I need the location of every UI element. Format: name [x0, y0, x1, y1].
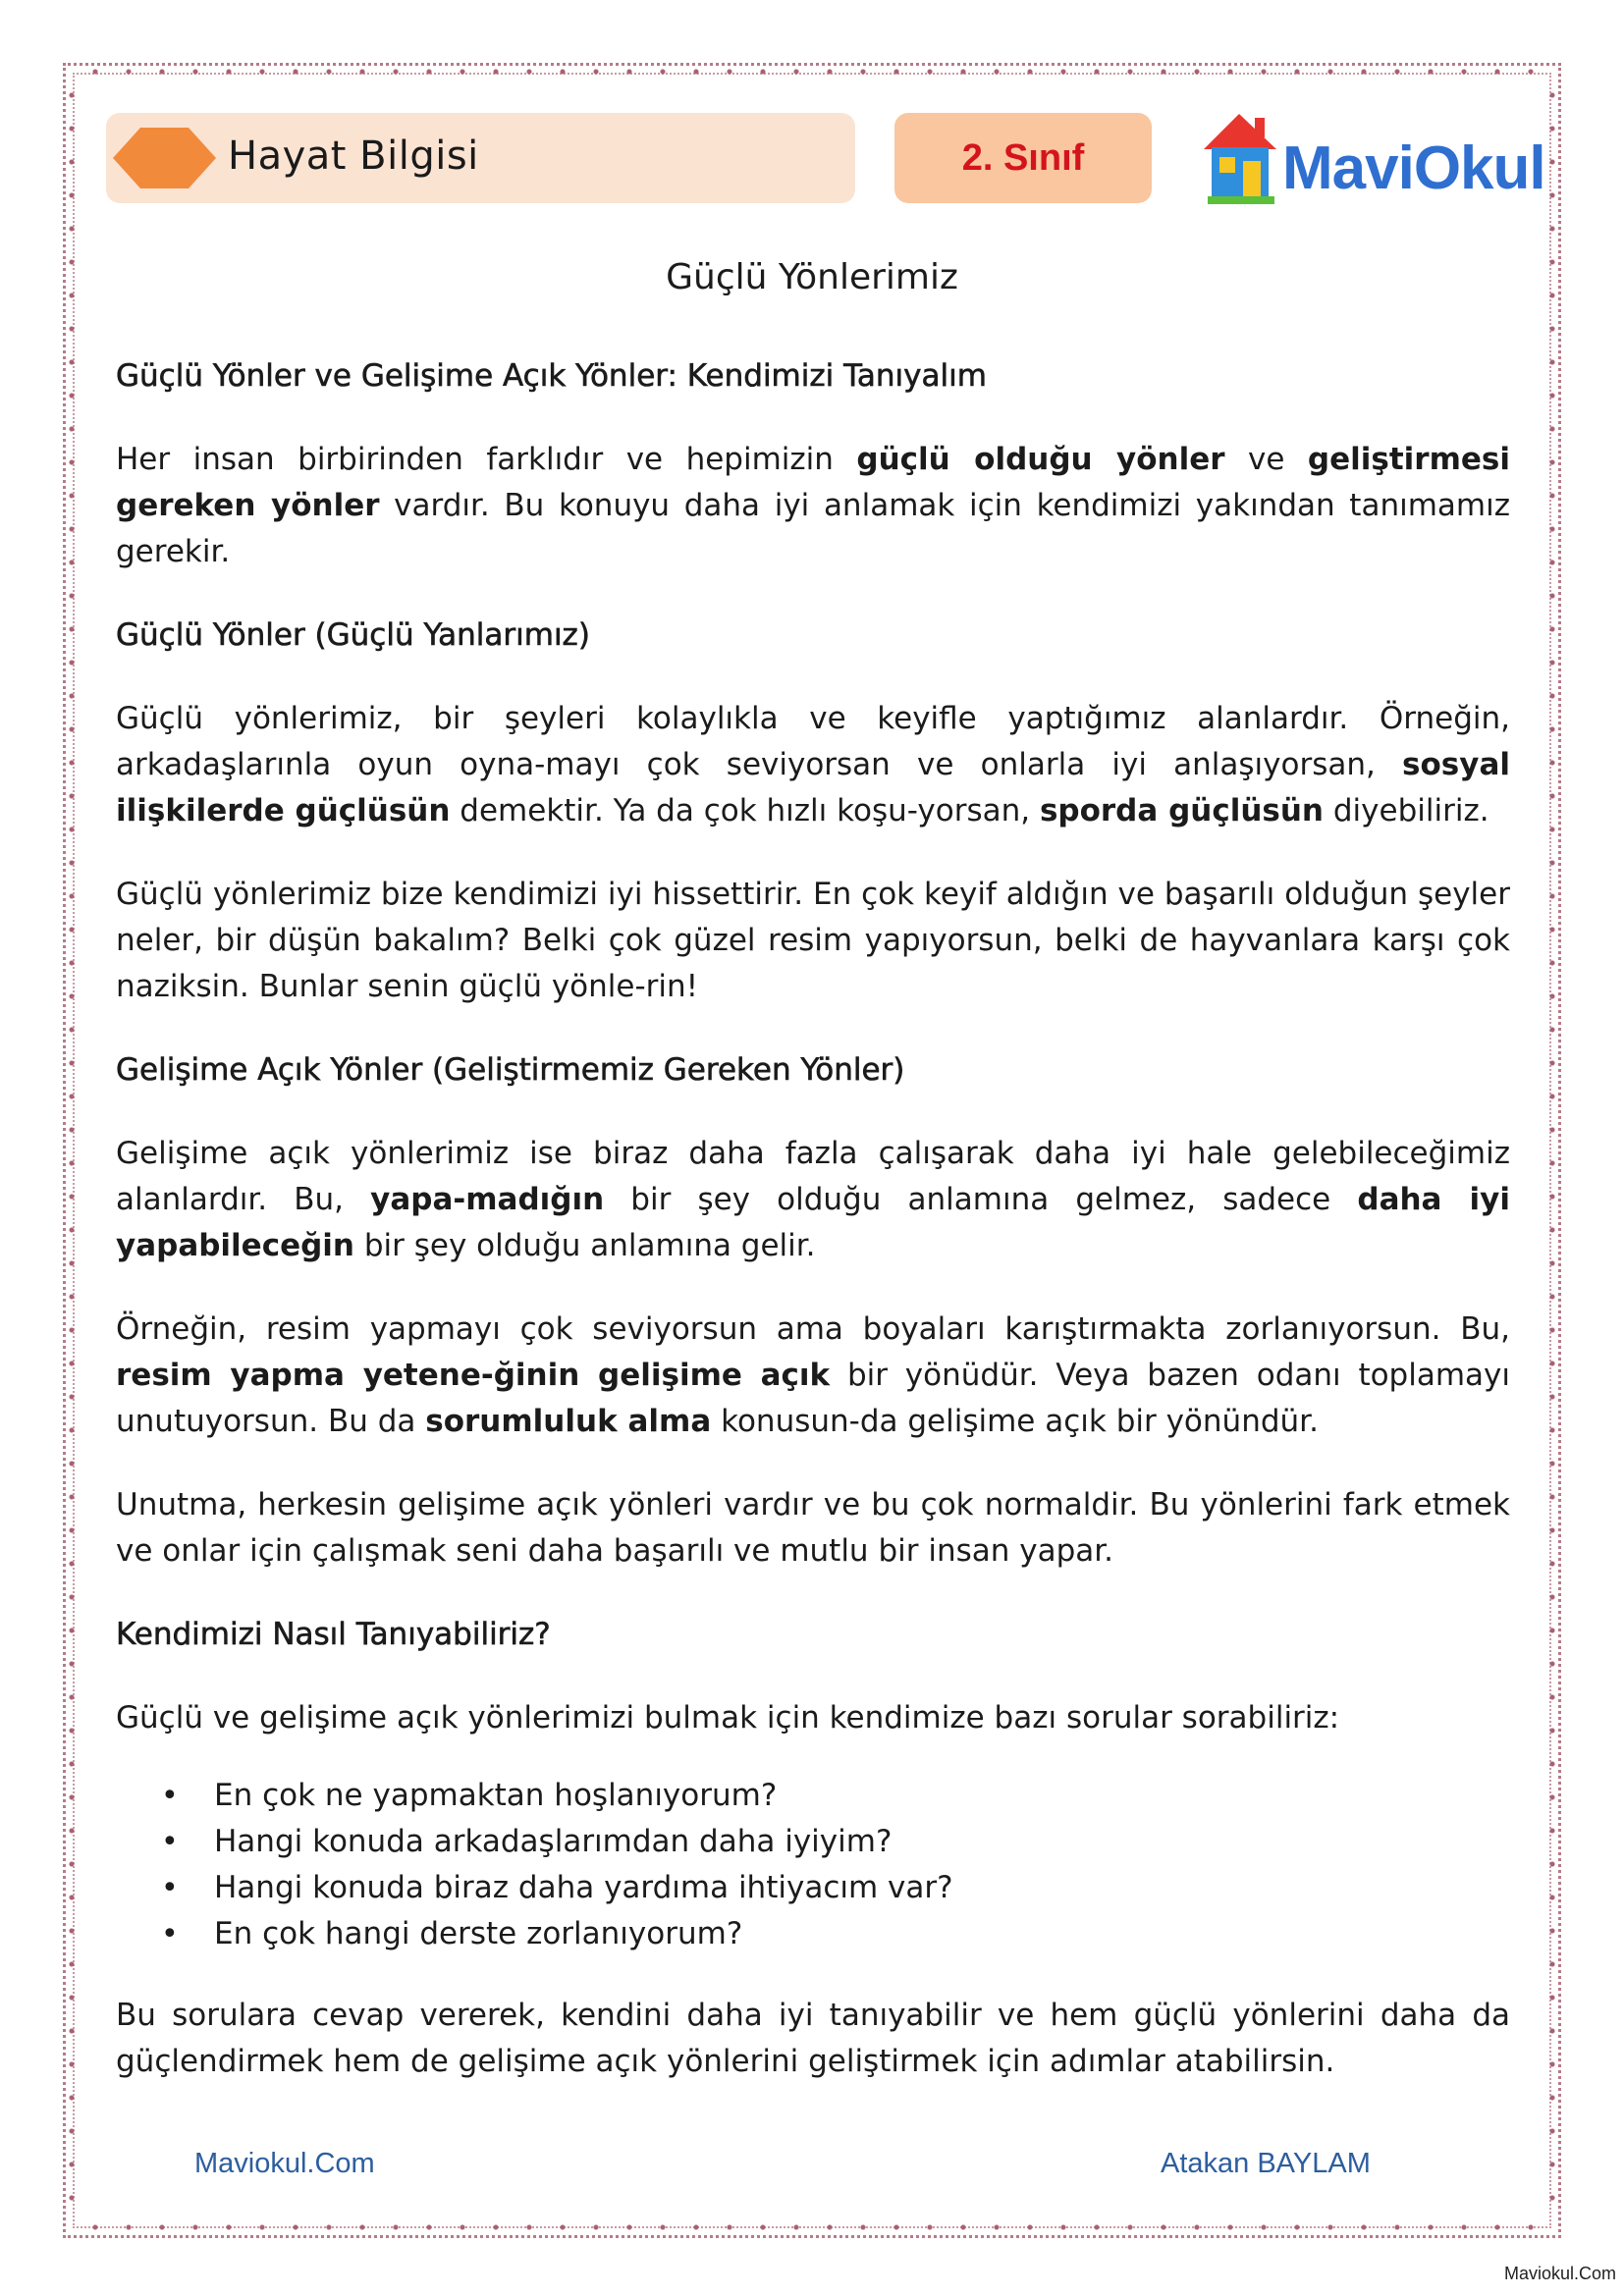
section-heading: Güçlü Yönler ve Gelişime Açık Yönler: Kendimizi Tanıyalım	[116, 358, 987, 394]
footer-site: Maviokul.Com	[194, 2148, 375, 2179]
maviokul-logo	[1200, 104, 1545, 210]
question-list	[116, 1773, 1510, 1957]
paragraph: Güçlü ve gelişime açık yönlerimizi bulmak için kendimize bazı sorular sorabiliriz:	[116, 1700, 1340, 1735]
list-item: • En çok ne yapmaktan hoşlanıyorum?	[214, 1773, 1510, 1819]
document-body	[116, 353, 1510, 2122]
paragraph: Örneğin, resim yapmayı çok seviyorsun ama boyaları karıştırmakta zorlanıyorsun. Bu, resim yapma yetene-ğinin gelişime açık bir yönüdür. Veya bazen odanı toplamayı unutuyorsun. Bu da sorumluluk alma konusun-da gelişime açık bir yönündür.	[116, 1311, 1510, 1439]
house-icon	[1204, 114, 1276, 204]
subject-banner	[106, 113, 855, 203]
logo-text: MaviOkul	[1282, 134, 1545, 202]
paragraph: Güçlü yönlerimiz, bir şeyleri kolaylıkla ve keyifle yaptığımız alanlardır. Örneğin, arkadaşlarınla oyun oyna-mayı çok seviyorsan ve onlarla iyi anlaşıyorsan, sosyal ilişkilerde güçlüsün demektir. Ya da çok hızlı koşu-yorsan, sporda güçlüsün diyebiliriz.	[116, 701, 1510, 828]
paragraph: Her insan birbirinden farklıdır ve hepimizin güçlü olduğu yönler ve geliştirmesi gereken yönler vardır. Bu konuyu daha iyi anlamak için kendimizi yakından tanımamız gerekir.	[116, 442, 1510, 569]
section-heading: Güçlü Yönler (Güçlü Yanlarımız)	[116, 617, 590, 653]
paragraph: Gelişime açık yönlerimiz ise biraz daha fazla çalışarak daha iyi hale gelebileceğimiz alanlardır. Bu, yapa-madığın bir şey olduğu anlamına gelmez, sadece daha iyi yapabileceğin bir şey olduğu anlamına gelir.	[116, 1136, 1510, 1263]
section-heading: Kendimizi Nasıl Tanıyabiliriz?	[116, 1617, 551, 1652]
footer-author: Atakan BAYLAM	[1161, 2148, 1371, 2179]
paragraph: Güçlü yönlerimiz bize kendimizi iyi hissettirir. En çok keyif aldığın ve başarılı olduğun şeyler neler, bir düşün bakalım? Belki çok güzel resim yapıyorsun, belki de hayvanlara karşı çok naziksin. Bunlar senin güçlü yönle-rin!	[116, 877, 1510, 1004]
paragraph: Unutma, herkesin gelişime açık yönleri vardır ve bu çok normaldir. Bu yönlerini fark etmek ve onlar için çalışmak seni daha başarılı ve mutlu bir insan yapar.	[116, 1487, 1510, 1569]
diamond-icon	[113, 128, 216, 188]
watermark: Maviokul.Com	[1503, 2264, 1616, 2283]
border-ornament-left	[65, 79, 79, 2223]
border-ornament-bottom	[79, 2220, 1545, 2234]
border-ornament-top	[79, 65, 1545, 79]
subject-title: Hayat Bilgisi	[228, 133, 479, 179]
border-ornament-right	[1545, 79, 1559, 2223]
section-heading: Gelişime Açık Yönler (Geliştirmemiz Gereken Yönler)	[116, 1052, 905, 1088]
list-item: • Hangi konuda biraz daha yardıma ihtiyacım var?	[214, 1865, 1510, 1911]
paragraph: Bu sorulara cevap vererek, kendini daha iyi tanıyabilir ve hem güçlü yönlerini daha da güçlendirmek hem de gelişime açık yönlerini geliştirmek için adımlar atabilirsin.	[116, 1998, 1510, 2079]
list-item: • En çok hangi derste zorlanıyorum?	[214, 1911, 1510, 1957]
grade-label: 2. Sınıf	[961, 136, 1085, 179]
list-item: • Hangi konuda arkadaşlarımdan daha iyiyim?	[214, 1819, 1510, 1865]
page-title: Güçlü Yönlerimiz	[666, 257, 958, 297]
grade-badge	[894, 113, 1152, 203]
